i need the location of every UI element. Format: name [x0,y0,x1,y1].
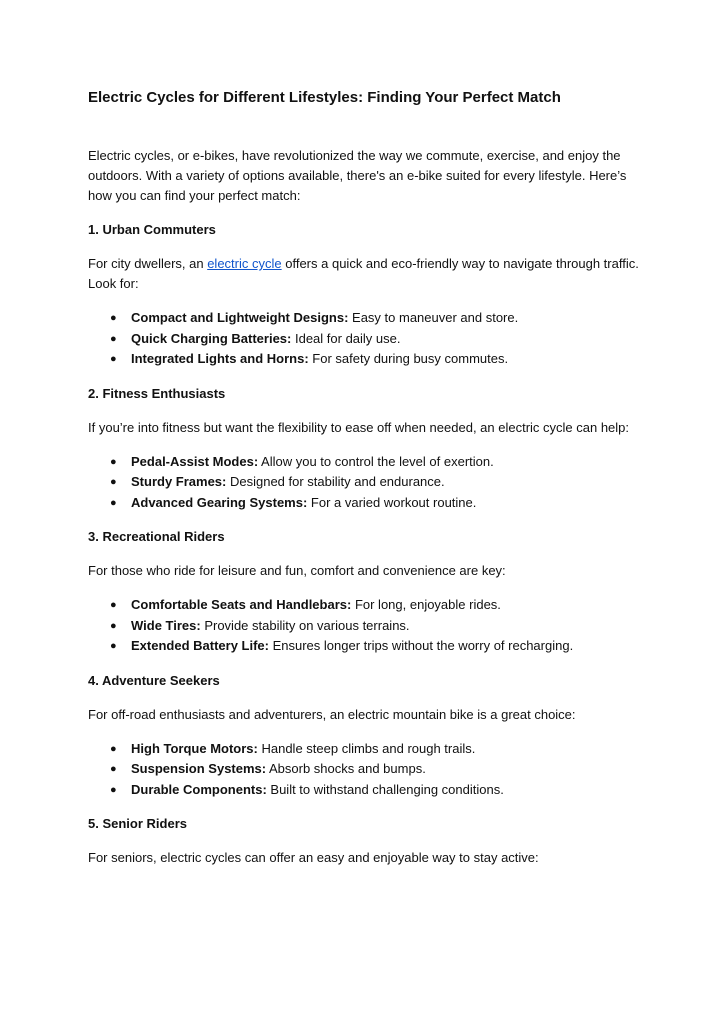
feature-list-urban-commuters [88,308,648,370]
list-item [88,472,648,493]
feature-term: Wide Tires: [131,617,201,633]
bullet-icon: ● [110,496,117,509]
section-heading-recreational-riders: 3. Recreational Riders [88,529,225,544]
section-heading-urban-commuters: 1. Urban Commuters [88,222,216,237]
section-heading-fitness-enthusiasts: 2. Fitness Enthusiasts [88,385,226,401]
bullet-icon: ● [110,332,117,345]
bullet-icon: ● [110,763,117,775]
bullet-icon: ● [110,476,117,488]
feature-term: Pedal-Assist Modes: [131,453,259,469]
bullet-icon: ● [110,455,117,468]
feature-text: For long, enjoyable rides. [351,597,501,612]
feature-list-recreational-riders [88,595,648,657]
feature-term: Extended Battery Life: [131,638,269,653]
feature-term: Suspension Systems: [131,761,267,776]
feature-list-adventure-seekers [88,739,648,801]
section-heading-adventure-seekers: 4. Adventure Seekers [88,672,220,688]
section-intro-adventure-seekers: For off-road enthusiasts and adventurers, an electric mountain bike is a great choice: [88,706,576,722]
feature-text: Absorb shocks and bumps. [266,761,426,776]
feature-text: For safety during busy commutes. [308,351,509,366]
list-item [88,780,648,801]
section-intro-senior-riders: For seniors, electric cycles can offer an easy and enjoyable way to stay active: [88,850,539,865]
section-intro-recreational-riders: For those who ride for leisure and fun, comfort and convenience are key: [88,563,506,578]
list-item [88,759,648,780]
intro-text-before-link: For city dwellers, an [88,256,208,271]
bullet-icon: ● [110,783,117,796]
feature-term: Sturdy Frames: [131,474,227,489]
bullet-icon: ● [110,312,117,324]
document-body [88,146,648,868]
feature-term: Comfortable Seats and Handlebars: [131,597,352,612]
list-item [88,349,648,370]
bullet-icon: ● [110,619,117,632]
section-intro-urban-commuters [88,254,648,294]
feature-text: Allow you to control the level of exertion. [258,453,494,469]
feature-text: Ensures longer trips without the worry of recharging. [268,638,574,653]
feature-term: High Torque Motors: [131,740,258,756]
intro-paragraph: Electric cycles, or e-bikes, have revolutionized the way we commute, exercise, and enjoy the outdoors. With a variety of options available, there's an e-bike suited for every lifestyle. Here’s how you can find your perfect match: [88,148,627,203]
feature-list-fitness-enthusiasts [88,452,648,514]
feature-text: Easy to maneuver and store. [348,310,519,325]
feature-text: Handle steep climbs and rough trails. [257,740,476,756]
feature-text: Built to withstand challenging conditions. [266,781,504,797]
feature-term: Advanced Gearing Systems: [131,494,308,510]
bullet-icon: ● [110,640,117,652]
bullet-icon: ● [110,742,117,755]
feature-text: For a varied workout routine. [307,494,477,510]
list-item [88,616,648,637]
section-intro-fitness-enthusiasts: If you’re into fitness but want the flexibility to ease off when needed, an electric cycle can help: [88,419,630,435]
bullet-icon: ● [110,599,117,611]
intro-text-after-link: offers a quick and eco-friendly way to navigate through traffic. Look for: [88,256,639,291]
feature-term: Compact and Lightweight Designs: [131,310,349,325]
list-item [88,329,648,350]
feature-text: Ideal for daily use. [291,330,401,346]
feature-term: Quick Charging Batteries: [131,330,292,346]
section-heading-senior-riders: 5. Senior Riders [88,816,187,831]
feature-term: Durable Components: [131,781,267,797]
list-item [88,636,648,657]
list-item [88,595,648,616]
electric-cycle-link[interactable]: electric cycle [207,256,282,271]
document-title: Electric Cycles for Different Lifestyles: Finding Your Perfect Match [88,89,561,106]
bullet-icon: ● [110,353,117,365]
list-item [88,493,648,514]
feature-text: Provide stability on various terrains. [200,617,410,633]
list-item [88,739,648,760]
feature-text: Designed for stability and endurance. [226,474,445,489]
list-item [88,308,648,329]
feature-term: Integrated Lights and Horns: [131,351,309,366]
list-item [88,452,648,473]
